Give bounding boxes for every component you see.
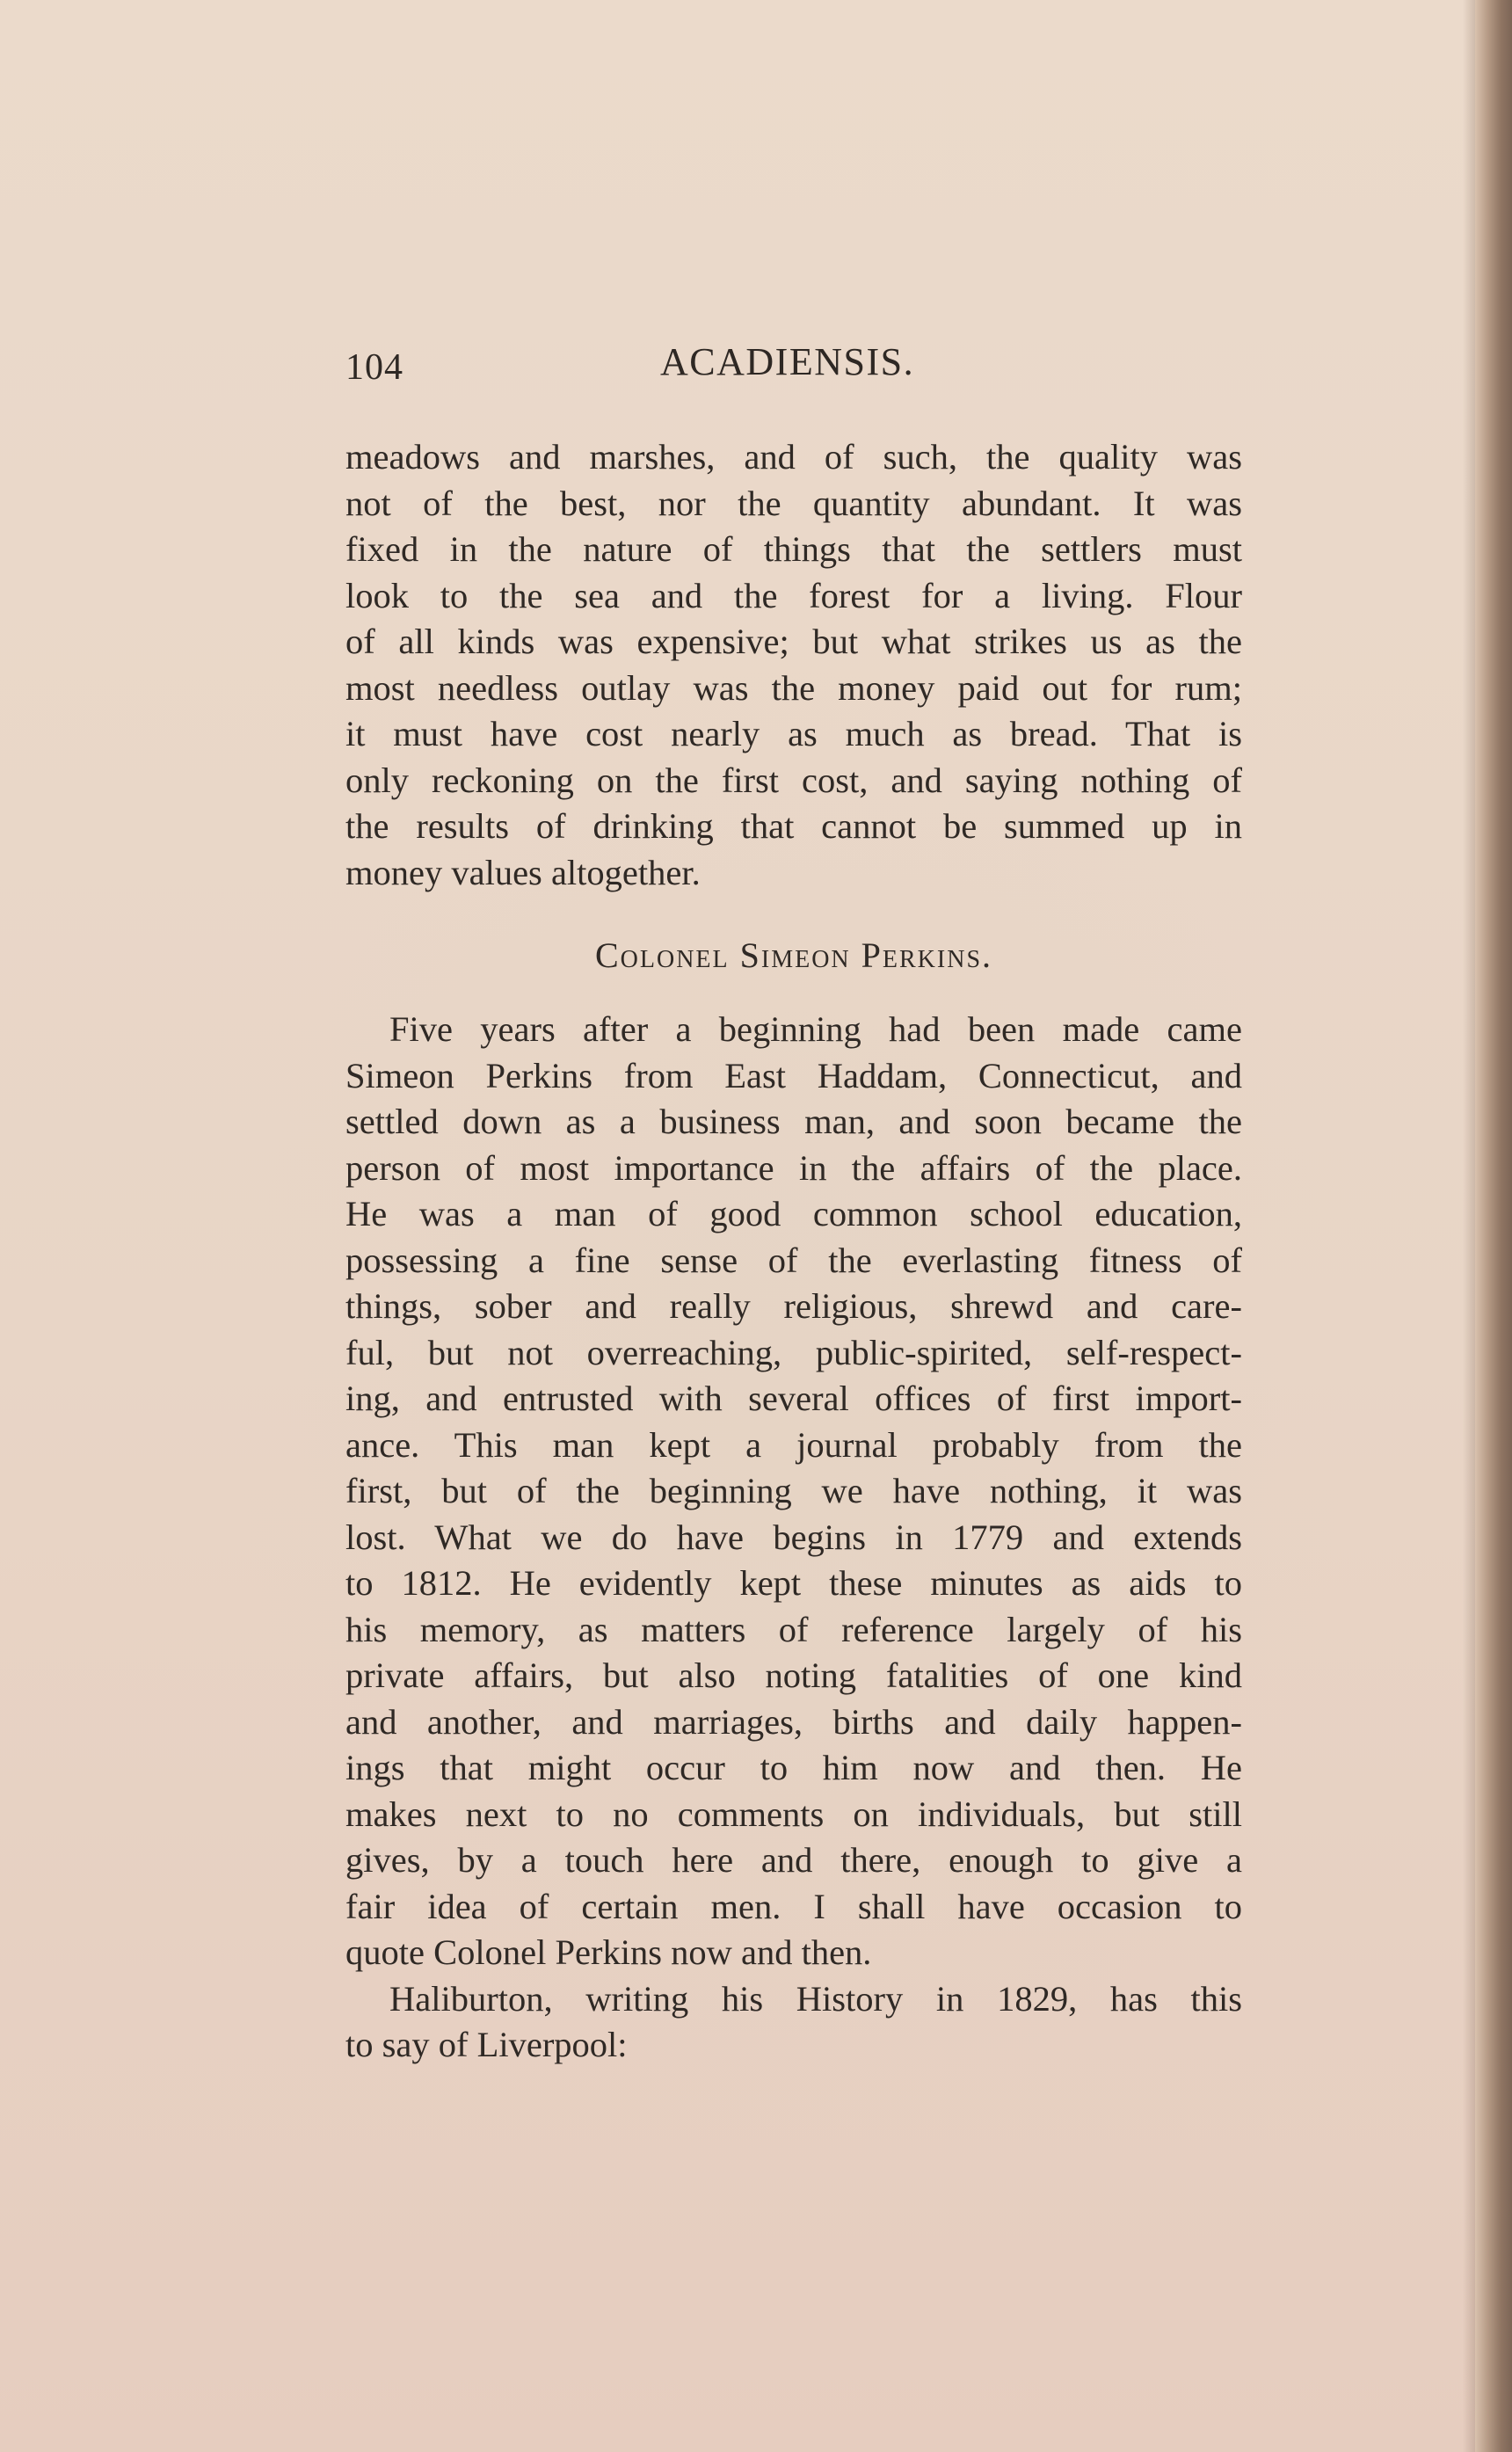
text-line: the results of drinking that cannot be summed up in (345, 806, 1242, 846)
text-line: Haliburton, writing his History in 1829, has this (389, 1978, 1242, 2019)
paragraph-perkins (345, 1007, 1242, 2069)
journal-title: ACADIENSIS. (660, 340, 915, 383)
text-line: ing, and entrusted with several offices of first import- (345, 1379, 1242, 1418)
text-line: ful, but not overreaching, public-spirited, self-respect- (345, 1332, 1242, 1372)
section-heading: Colonel Simeon Perkins. (594, 935, 993, 975)
text-line: Simeon Perkins from East Haddam, Connecticut, and (345, 1055, 1242, 1095)
text-line: quote Colonel Perkins now and then. (345, 1932, 872, 1972)
text-line: to 1812. He evidently kept these minutes as aids to (345, 1563, 1242, 1603)
text-line: fair idea of certain men. I shall have occasion to (345, 1886, 1242, 1926)
text-line: of all kinds was expensive; but what strikes us as the (345, 622, 1242, 661)
paragraph-meadows (345, 434, 1242, 896)
text-line: look to the sea and the forest for a living. Flour (345, 575, 1242, 615)
text-line: lost. What we do have begins in 1779 and extends (345, 1517, 1242, 1557)
page-edge (1475, 0, 1512, 2452)
text-line: He was a man of good common school education, (345, 1194, 1242, 1233)
text-line: meadows and marshes, and of such, the quality was (345, 437, 1242, 477)
text-line: it must have cost nearly as much as bread. That is (345, 714, 1242, 753)
text-line: first, but of the beginning we have nothing, it was (345, 1471, 1242, 1510)
text-line: his memory, as matters of reference largely of his (345, 1609, 1242, 1649)
text-line: makes next to no comments on individuals, but still (345, 1794, 1242, 1834)
text-line: settled down as a business man, and soon became the (345, 1102, 1242, 1141)
text-line: not of the best, nor the quantity abundant. It was (345, 483, 1242, 523)
text-line: things, sober and really religious, shrewd and care- (345, 1286, 1242, 1326)
text-line: ance. This man kept a journal probably from the (345, 1424, 1242, 1465)
text-line: to say of Liverpool: (345, 2025, 628, 2064)
text-line: money values altogether. (345, 852, 701, 892)
text-line: Five years after a beginning had been made came (389, 1009, 1242, 1049)
text-line: private affairs, but also noting fatalities of one kind (345, 1655, 1242, 1695)
text-line: most needless outlay was the money paid out for rum; (345, 667, 1242, 708)
text-line: and another, and marriages, births and daily happen- (345, 1701, 1242, 1742)
running-head (345, 339, 1238, 392)
text-line: possessing a fine sense of the everlasting fitness of (345, 1240, 1242, 1280)
text-line: only reckoning on the first cost, and saying nothing of (345, 760, 1242, 800)
text-line: gives, by a touch here and there, enough to give a (345, 1840, 1242, 1880)
page-number: 104 (345, 347, 403, 388)
text-line: person of most importance in the affairs of the place. (345, 1147, 1242, 1188)
text-line: fixed in the nature of things that the settlers must (345, 529, 1242, 569)
text-line: ings that might occur to him now and then. He (345, 1748, 1242, 1787)
